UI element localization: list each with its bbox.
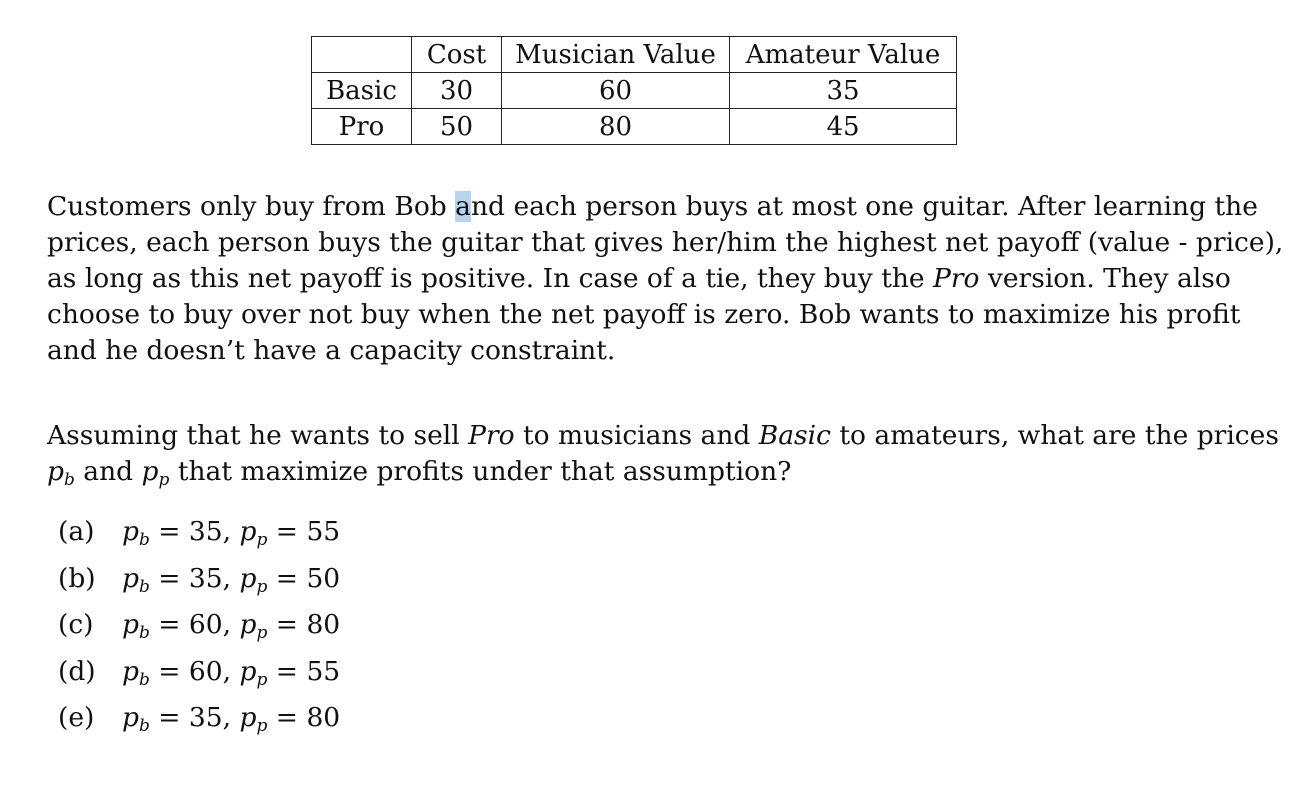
math-var: p bbox=[122, 655, 139, 687]
text-span: that maximize profits under that assumption? bbox=[169, 456, 792, 487]
description-line: and he doesn’t have a capacity constraint. bbox=[47, 335, 616, 366]
table-corner-cell bbox=[312, 37, 412, 73]
math-var: p bbox=[239, 562, 257, 594]
question-text bbox=[47, 418, 1279, 498]
math-sub: p bbox=[256, 716, 268, 737]
option-pp-value: 80 bbox=[306, 702, 341, 734]
math-var: p bbox=[47, 456, 64, 487]
math-sub: b bbox=[63, 470, 75, 490]
table-header-row bbox=[312, 37, 957, 73]
option-pp-value: 80 bbox=[306, 609, 341, 641]
answer-option-d[interactable] bbox=[58, 652, 340, 699]
math-sub: b bbox=[138, 576, 150, 597]
math-eq: = bbox=[149, 655, 189, 687]
math-comma: , bbox=[222, 609, 240, 641]
math-eq: = bbox=[149, 516, 189, 547]
text-span: and bbox=[74, 456, 142, 487]
text-span: Assuming that he wants to sell bbox=[47, 420, 469, 451]
row-label-pro: Pro bbox=[312, 109, 412, 145]
header-amateur-value: Amateur Value bbox=[730, 37, 957, 73]
emphasis-pro: Pro bbox=[933, 263, 980, 294]
math-sub: b bbox=[138, 623, 150, 644]
math-var: p bbox=[122, 562, 139, 594]
table-row bbox=[312, 109, 957, 145]
math-eq: = bbox=[267, 655, 307, 687]
text-span: Customers only buy from Bob bbox=[47, 191, 456, 222]
emphasis-basic: Basic bbox=[758, 420, 831, 451]
math-eq: = bbox=[267, 609, 307, 641]
cell-pro-cost: 50 bbox=[412, 109, 502, 145]
math-comma: , bbox=[222, 655, 240, 687]
math-eq: = bbox=[149, 702, 189, 734]
option-label: (b) bbox=[58, 562, 96, 594]
cost-value-table-wrap bbox=[311, 36, 957, 145]
cell-basic-musician: 60 bbox=[502, 73, 730, 109]
math-eq: = bbox=[149, 609, 189, 641]
math-var: p bbox=[239, 702, 257, 734]
text-span: to musicians and bbox=[514, 420, 759, 451]
emphasis-pro: Pro bbox=[468, 420, 515, 451]
math-comma: , bbox=[222, 516, 240, 547]
option-label: (e) bbox=[58, 702, 95, 734]
math-comma: , bbox=[222, 562, 240, 594]
description-line: prices, each person buys the guitar that gives her/him the highest net payoff (value - price), bbox=[47, 227, 1284, 258]
math-var: p bbox=[239, 609, 257, 641]
option-pp-value: 55 bbox=[306, 516, 341, 547]
cell-basic-amateur: 35 bbox=[730, 73, 957, 109]
cell-pro-amateur: 45 bbox=[730, 109, 957, 145]
row-label-basic: Basic bbox=[312, 73, 412, 109]
description-line: choose to buy over not buy when the net payoff is zero. Bob wants to maximize his profit bbox=[47, 299, 1241, 330]
math-eq: = bbox=[267, 562, 307, 594]
text-span: to amateurs, what are the prices bbox=[830, 420, 1279, 451]
math-sub: b bbox=[138, 669, 150, 690]
math-var: p bbox=[141, 456, 159, 487]
math-sub: b bbox=[138, 716, 150, 737]
answer-option-e[interactable] bbox=[58, 698, 340, 745]
table-row bbox=[312, 73, 957, 109]
description-line bbox=[47, 189, 1258, 225]
math-sub: p bbox=[256, 576, 268, 597]
description-line bbox=[47, 261, 1231, 297]
answer-option-b[interactable] bbox=[58, 559, 340, 606]
text-cursor-highlight: a bbox=[455, 191, 471, 222]
math-comma: , bbox=[222, 702, 240, 734]
option-pp-value: 50 bbox=[306, 562, 341, 594]
cell-basic-cost: 30 bbox=[412, 73, 502, 109]
option-pb-value: 60 bbox=[188, 655, 223, 687]
answer-option-a[interactable] bbox=[58, 512, 340, 559]
option-label: (c) bbox=[58, 609, 94, 641]
math-sub: p bbox=[256, 530, 268, 550]
option-pb-value: 35 bbox=[188, 516, 223, 547]
math-var: p bbox=[239, 516, 257, 547]
math-sub: p bbox=[256, 623, 268, 644]
math-var: p bbox=[239, 655, 257, 687]
option-label: (a) bbox=[58, 516, 95, 547]
cell-pro-musician: 80 bbox=[502, 109, 730, 145]
answer-options bbox=[58, 512, 340, 745]
math-var: p bbox=[122, 702, 139, 734]
question-line bbox=[47, 454, 1222, 498]
option-pb-value: 35 bbox=[188, 702, 223, 734]
header-musician-value: Musician Value bbox=[502, 37, 730, 73]
math-sub: b bbox=[138, 530, 150, 550]
math-sub: p bbox=[256, 669, 268, 690]
header-cost: Cost bbox=[412, 37, 502, 73]
option-pb-value: 35 bbox=[188, 562, 223, 594]
answer-option-c[interactable] bbox=[58, 605, 340, 652]
math-var: p bbox=[122, 516, 139, 547]
math-sub: p bbox=[158, 470, 170, 490]
math-var: p bbox=[122, 609, 139, 641]
problem-description bbox=[47, 189, 1284, 369]
text-span: version. They also bbox=[979, 263, 1231, 294]
question-line bbox=[47, 418, 1279, 454]
option-pp-value: 55 bbox=[306, 655, 341, 687]
math-eq: = bbox=[267, 516, 307, 547]
option-pb-value: 60 bbox=[188, 609, 223, 641]
cost-value-table bbox=[311, 36, 957, 145]
option-label: (d) bbox=[58, 655, 96, 687]
math-eq: = bbox=[149, 562, 189, 594]
text-span: as long as this net payoff is positive. In case of a tie, they buy the bbox=[47, 263, 934, 294]
math-eq: = bbox=[267, 702, 307, 734]
text-span: nd each person buys at most one guitar. After learning the bbox=[470, 191, 1258, 222]
